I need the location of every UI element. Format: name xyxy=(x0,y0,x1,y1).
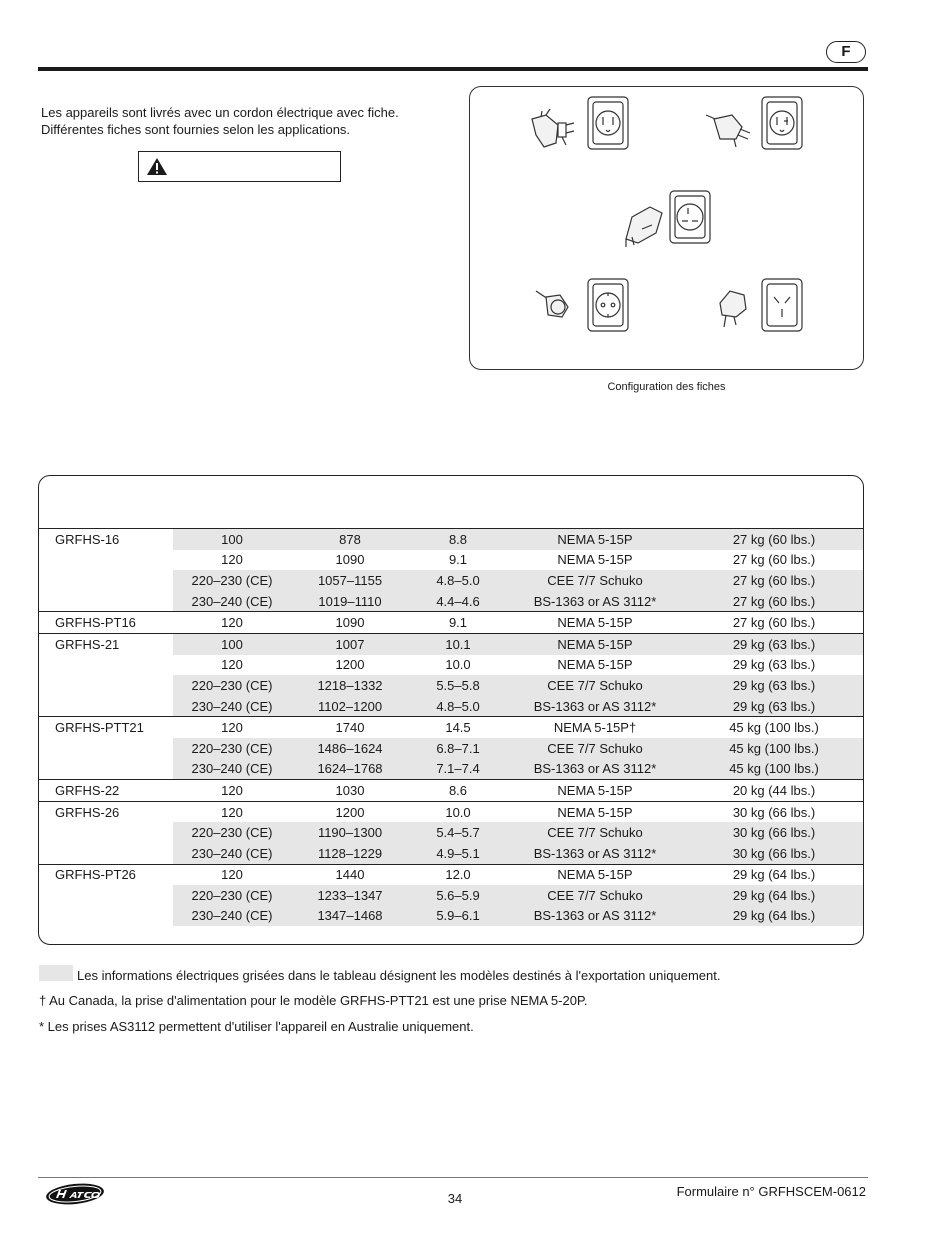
weight-cell: 29 kg (64 lbs.) xyxy=(683,885,864,906)
weight-cell: 27 kg (60 lbs.) xyxy=(683,591,864,612)
grey-shading-key xyxy=(39,965,73,981)
watts-cell: 1233–1347 xyxy=(291,885,409,906)
model-name-cell: GRFHS-PTT21 xyxy=(39,717,173,738)
nema-5-20p-icon xyxy=(706,97,802,149)
page-number: 34 xyxy=(447,1191,463,1206)
voltage-cell: 220–230 (CE) xyxy=(173,738,291,759)
weight-cell: 27 kg (60 lbs.) xyxy=(683,570,864,591)
warning-box xyxy=(138,151,341,182)
weight-cell: 29 kg (64 lbs.) xyxy=(683,906,864,927)
amps-cell: 4.8–5.0 xyxy=(409,570,507,591)
bs-1363-icon xyxy=(626,191,710,247)
note-australia: * Les prises AS3112 permettent d'utiliser l'appareil en Australie uniquement. xyxy=(39,1019,474,1034)
watts-cell: 1090 xyxy=(335,552,365,568)
weight-cell: 29 kg (63 lbs.) xyxy=(732,657,816,673)
amps-cell: 10.1 xyxy=(409,633,507,654)
amps-cell: 7.1–7.4 xyxy=(409,759,507,780)
warning-triangle-icon xyxy=(146,157,168,176)
watts-cell: 1090 xyxy=(291,612,409,634)
plug-type-cell: BS-1363 or AS 3112* xyxy=(507,906,683,927)
amps-cell: 8.6 xyxy=(409,780,507,802)
weight-cell: 27 kg (60 lbs.) xyxy=(683,529,864,550)
table-row xyxy=(39,801,864,822)
amps-cell: 5.5–5.8 xyxy=(409,675,507,696)
voltage-cell: 120 xyxy=(173,717,291,738)
voltage-cell: 120 xyxy=(221,552,243,568)
weight-cell: 30 kg (66 lbs.) xyxy=(683,843,864,864)
table-row xyxy=(39,675,864,696)
voltage-cell: 120 xyxy=(173,780,291,802)
cee-7-7-schuko-icon xyxy=(536,279,628,331)
voltage-cell: 120 xyxy=(221,657,243,673)
amps-cell: 8.8 xyxy=(409,529,507,550)
plug-type-cell: CEE 7/7 Schuko xyxy=(507,822,683,843)
amps-cell: 4.9–5.1 xyxy=(409,843,507,864)
plug-type-cell: NEMA 5-15P xyxy=(507,633,683,654)
model-spacer-cell xyxy=(39,738,173,759)
voltage-cell: 220–230 (CE) xyxy=(173,822,291,843)
table-row xyxy=(39,696,864,717)
plug-type-cell: NEMA 5-15P xyxy=(507,801,683,822)
voltage-cell: 100 xyxy=(173,529,291,550)
table-row xyxy=(39,780,864,802)
amps-cell: 12.0 xyxy=(409,864,507,885)
plug-type-cell: BS-1363 or AS 3112* xyxy=(507,591,683,612)
watts-cell: 1200 xyxy=(335,657,365,673)
nema-5-15p-icon xyxy=(532,97,628,149)
note-canada: † Au Canada, la prise d'alimentation pour le modèle GRFHS-PTT21 est une prise NEMA 5-20P. xyxy=(39,993,588,1008)
hatco-logo xyxy=(44,1181,106,1207)
table-row xyxy=(39,759,864,780)
model-name-cell: GRFHS-PT26 xyxy=(39,864,173,885)
table-row xyxy=(39,822,864,843)
form-number: Formulaire n° GRFHSCEM-0612 xyxy=(676,1184,866,1199)
table-row xyxy=(39,633,864,654)
plug-type-cell: CEE 7/7 Schuko xyxy=(507,570,683,591)
weight-cell: 45 kg (100 lbs.) xyxy=(683,738,864,759)
table-row xyxy=(39,655,864,676)
weight-cell: 20 kg (44 lbs.) xyxy=(683,780,864,802)
voltage-cell: 120 xyxy=(173,864,291,885)
watts-cell: 1200 xyxy=(291,801,409,822)
table-row xyxy=(39,885,864,906)
table-row xyxy=(39,906,864,927)
weight-cell: 27 kg (60 lbs.) xyxy=(732,552,816,568)
weight-cell: 29 kg (63 lbs.) xyxy=(683,696,864,717)
watts-cell: 1218–1332 xyxy=(291,675,409,696)
voltage-cell: 100 xyxy=(173,633,291,654)
weight-cell: 29 kg (64 lbs.) xyxy=(683,864,864,885)
language-badge: F xyxy=(826,41,866,63)
model-spacer-cell xyxy=(39,906,173,927)
weight-cell: 30 kg (66 lbs.) xyxy=(683,801,864,822)
amps-cell: 10.0 xyxy=(409,801,507,822)
plug-type-cell: NEMA 5-15P xyxy=(507,864,683,885)
intro-text xyxy=(41,104,461,138)
weight-cell: 29 kg (63 lbs.) xyxy=(683,675,864,696)
model-name-cell: GRFHS-22 xyxy=(39,780,173,802)
model-spacer-cell xyxy=(39,822,173,843)
voltage-cell: 230–240 (CE) xyxy=(173,906,291,927)
table-header xyxy=(39,476,863,529)
amps-cell: 5.4–5.7 xyxy=(409,822,507,843)
model-spacer-cell xyxy=(39,843,173,864)
watts-cell: 1030 xyxy=(291,780,409,802)
intro-line-2: Différentes fiches sont fournies selon les applications. xyxy=(41,122,351,137)
model-name-cell: GRFHS-21 xyxy=(39,633,173,654)
voltage-cell: 230–240 (CE) xyxy=(173,843,291,864)
watts-cell: 1190–1300 xyxy=(291,822,409,843)
table-row xyxy=(39,550,864,571)
amps-cell: 9.1 xyxy=(409,612,507,634)
watts-cell: 1347–1468 xyxy=(291,906,409,927)
plug-configuration-panel xyxy=(469,86,864,370)
table-row xyxy=(39,843,864,864)
voltage-cell: 220–230 (CE) xyxy=(173,570,291,591)
plug-type-cell: NEMA 5-15P xyxy=(507,529,683,550)
footer-rule xyxy=(38,1177,868,1178)
model-spacer-cell xyxy=(39,675,173,696)
plug-type-cell: NEMA 5-15P† xyxy=(507,717,683,738)
table-row xyxy=(39,570,864,591)
watts-cell: 1128–1229 xyxy=(291,843,409,864)
plug-type-cell: NEMA 5-15P xyxy=(557,657,633,673)
watts-cell: 1440 xyxy=(291,864,409,885)
model-name-cell: GRFHS-26 xyxy=(39,801,173,822)
weight-cell: 30 kg (66 lbs.) xyxy=(683,822,864,843)
amps-cell: 10.0 xyxy=(445,657,471,673)
model-spacer-cell xyxy=(39,591,173,612)
plug-type-cell: CEE 7/7 Schuko xyxy=(507,675,683,696)
amps-cell: 14.5 xyxy=(409,717,507,738)
as-3112-icon xyxy=(720,279,802,331)
table-row xyxy=(39,864,864,885)
plug-type-cell: NEMA 5-15P xyxy=(557,552,633,568)
model-name-cell: GRFHS-PT16 xyxy=(39,612,173,634)
electrical-spec-table xyxy=(38,475,864,945)
plug-type-cell: BS-1363 or AS 3112* xyxy=(507,696,683,717)
voltage-cell: 230–240 (CE) xyxy=(173,591,291,612)
voltage-cell: 230–240 (CE) xyxy=(173,759,291,780)
spec-table-grid xyxy=(39,529,864,926)
model-spacer-cell xyxy=(39,550,173,571)
watts-cell: 878 xyxy=(291,529,409,550)
amps-cell: 9.1 xyxy=(448,552,468,568)
amps-cell: 5.6–5.9 xyxy=(409,885,507,906)
plug-type-cell: CEE 7/7 Schuko xyxy=(507,738,683,759)
plug-type-cell: NEMA 5-15P xyxy=(507,780,683,802)
table-row xyxy=(39,717,864,738)
model-spacer-cell xyxy=(39,570,173,591)
watts-cell: 1486–1624 xyxy=(291,738,409,759)
voltage-cell: 120 xyxy=(173,801,291,822)
plug-type-cell: CEE 7/7 Schuko xyxy=(507,885,683,906)
note-export-shading: Les informations électriques grisées dans le tableau désignent les modèles destinés à l'exportation uniquement. xyxy=(77,968,721,983)
plug-type-cell: BS-1363 or AS 3112* xyxy=(507,759,683,780)
watts-cell: 1007 xyxy=(291,633,409,654)
watts-cell: 1740 xyxy=(291,717,409,738)
voltage-cell: 220–230 (CE) xyxy=(173,885,291,906)
model-spacer-cell xyxy=(39,696,173,717)
watts-cell: 1019–1110 xyxy=(291,591,409,612)
plug-figure-caption: Configuration des fiches xyxy=(607,381,726,393)
watts-cell: 1057–1155 xyxy=(291,570,409,591)
amps-cell: 5.9–6.1 xyxy=(409,906,507,927)
table-row xyxy=(39,738,864,759)
table-row xyxy=(39,529,864,550)
weight-cell: 45 kg (100 lbs.) xyxy=(683,759,864,780)
watts-cell: 1624–1768 xyxy=(291,759,409,780)
voltage-cell: 220–230 (CE) xyxy=(173,675,291,696)
header-rule xyxy=(38,67,868,71)
plug-type-cell: NEMA 5-15P xyxy=(507,612,683,634)
weight-cell: 29 kg (63 lbs.) xyxy=(683,633,864,654)
amps-cell: 4.4–4.6 xyxy=(409,591,507,612)
voltage-cell: 120 xyxy=(173,612,291,634)
watts-cell: 1102–1200 xyxy=(291,696,409,717)
amps-cell: 4.8–5.0 xyxy=(409,696,507,717)
table-row xyxy=(39,612,864,634)
weight-cell: 45 kg (100 lbs.) xyxy=(683,717,864,738)
intro-line-1: Les appareils sont livrés avec un cordon électrique avec fiche. xyxy=(41,105,399,120)
model-spacer-cell xyxy=(39,885,173,906)
model-name-cell: GRFHS-16 xyxy=(55,531,120,547)
model-spacer-cell xyxy=(39,759,173,780)
model-spacer-cell xyxy=(39,655,173,676)
voltage-cell: 230–240 (CE) xyxy=(173,696,291,717)
table-row xyxy=(39,591,864,612)
plug-type-cell: BS-1363 or AS 3112* xyxy=(507,843,683,864)
weight-cell: 27 kg (60 lbs.) xyxy=(683,612,864,634)
amps-cell: 6.8–7.1 xyxy=(409,738,507,759)
